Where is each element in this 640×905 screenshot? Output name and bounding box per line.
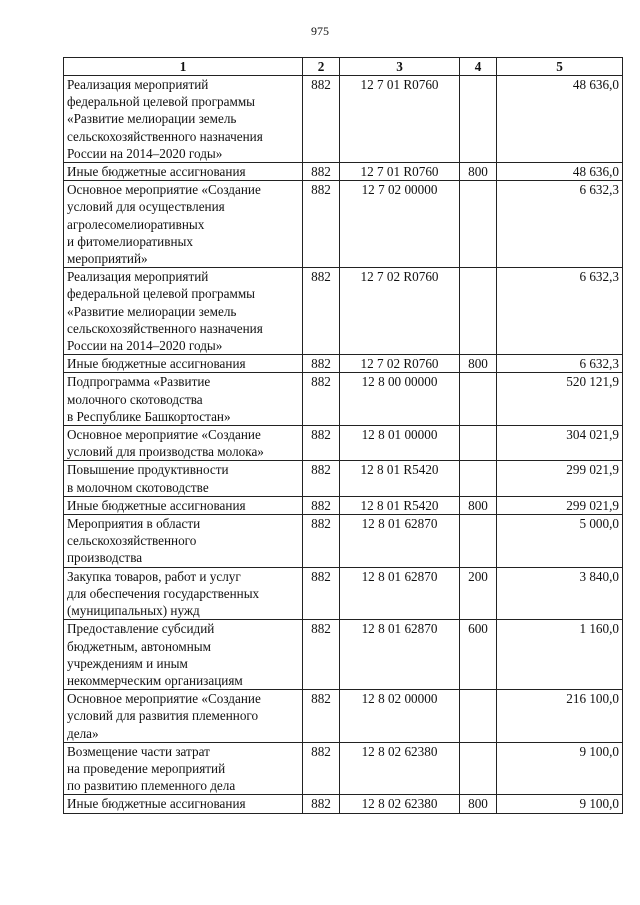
row-name-line: Возмещение части затрат — [67, 743, 210, 759]
row-name-cell — [64, 567, 303, 620]
table-row — [64, 496, 623, 514]
row-code-cell: 12 8 01 62870 — [340, 515, 460, 568]
row-code-cell: 12 8 01 62870 — [340, 620, 460, 690]
row-name-line: Основное мероприятие «Создание — [67, 691, 261, 707]
column-header-type: 4 — [460, 58, 497, 76]
page-number: 975 — [311, 24, 329, 38]
row-type-cell — [460, 373, 497, 426]
row-code-cell: 12 7 01 R0760 — [340, 163, 460, 181]
row-amount-cell: 3 840,0 — [497, 567, 623, 620]
row-name-line: Иные бюджетные ассигнования — [67, 356, 246, 372]
row-name-cell — [64, 742, 303, 795]
row-ved-cell: 882 — [303, 461, 340, 496]
row-type-cell — [460, 515, 497, 568]
row-name-line: Мероприятия в области — [67, 516, 201, 532]
row-name-line: Основное мероприятие «Создание — [67, 182, 261, 198]
row-name-line: Реализация мероприятий — [67, 269, 209, 285]
row-code-cell: 12 8 00 00000 — [340, 373, 460, 426]
table-row — [64, 163, 623, 181]
table-row — [64, 567, 623, 620]
row-name-cell — [64, 76, 303, 163]
row-name-line: условий для осуществления — [67, 199, 225, 215]
row-code-cell: 12 8 01 00000 — [340, 426, 460, 461]
column-header-code: 3 — [340, 58, 460, 76]
row-code-cell: 12 7 01 R0760 — [340, 76, 460, 163]
row-type-cell — [460, 181, 497, 268]
row-name-line: федеральной целевой программы — [67, 286, 256, 302]
row-type-cell — [460, 268, 497, 355]
row-ved-cell: 882 — [303, 496, 340, 514]
row-name-line: Повышение продуктивности — [67, 462, 229, 478]
row-name-cell — [64, 461, 303, 496]
row-name-line: и фитомелиоративных — [67, 233, 193, 249]
row-code-cell: 12 8 01 R5420 — [340, 496, 460, 514]
row-name-cell — [64, 620, 303, 690]
row-ved-cell: 882 — [303, 567, 340, 620]
row-code-cell: 12 8 02 62380 — [340, 742, 460, 795]
row-amount-cell: 304 021,9 — [497, 426, 623, 461]
row-ved-cell: 882 — [303, 163, 340, 181]
row-ved-cell: 882 — [303, 620, 340, 690]
row-name-line: федеральной целевой программы — [67, 94, 256, 110]
row-name-line: Иные бюджетные ассигнования — [67, 164, 246, 180]
row-name-line: мероприятий» — [67, 251, 148, 267]
row-amount-cell: 48 636,0 — [497, 76, 623, 163]
row-type-cell — [460, 690, 497, 743]
row-amount-cell: 9 100,0 — [497, 795, 623, 813]
table-row — [64, 426, 623, 461]
row-name-line: учреждениям и иным — [67, 655, 188, 671]
row-name-line: условий для развития племенного — [67, 708, 259, 724]
row-name-cell — [64, 373, 303, 426]
row-name-line: для обеспечения государственных — [67, 585, 260, 601]
row-name-line: Реализация мероприятий — [67, 77, 209, 92]
column-header-name: 1 — [64, 58, 303, 76]
row-amount-cell: 520 121,9 — [497, 373, 623, 426]
row-ved-cell: 882 — [303, 795, 340, 813]
row-name-line: Предоставление субсидий — [67, 621, 215, 637]
row-name-line: по развитию племенного дела — [67, 778, 236, 794]
row-name-line: бюджетным, автономным — [67, 638, 211, 654]
table-row — [64, 373, 623, 426]
row-type-cell: 600 — [460, 620, 497, 690]
row-code-cell: 12 8 02 00000 — [340, 690, 460, 743]
row-ved-cell: 882 — [303, 181, 340, 268]
row-name-line: сельскохозяйственного — [67, 533, 197, 549]
row-type-cell: 800 — [460, 795, 497, 813]
row-amount-cell: 299 021,9 — [497, 461, 623, 496]
row-type-cell — [460, 461, 497, 496]
row-name-line: Иные бюджетные ассигнования — [67, 796, 246, 812]
row-name-line: (муниципальных) нужд — [67, 603, 200, 619]
row-name-line: сельскохозяйственного назначения — [67, 320, 263, 336]
row-name-line: Иные бюджетные ассигнования — [67, 497, 246, 513]
row-amount-cell: 216 100,0 — [497, 690, 623, 743]
row-name-line: «Развитие мелиорации земель — [67, 111, 237, 127]
table-row — [64, 268, 623, 355]
table-row — [64, 76, 623, 163]
table-row — [64, 795, 623, 813]
table-row — [64, 690, 623, 743]
table-row — [64, 355, 623, 373]
row-name-line: сельскохозяйственного назначения — [67, 128, 263, 144]
row-name-cell — [64, 690, 303, 743]
column-header-ved: 2 — [303, 58, 340, 76]
row-name-cell — [64, 496, 303, 514]
row-name-cell — [64, 181, 303, 268]
row-name-cell — [64, 515, 303, 568]
column-header-amount: 5 — [497, 58, 623, 76]
row-ved-cell: 882 — [303, 690, 340, 743]
row-name-line: Закупка товаров, работ и услуг — [67, 568, 241, 584]
row-type-cell: 800 — [460, 355, 497, 373]
row-ved-cell: 882 — [303, 515, 340, 568]
row-amount-cell: 1 160,0 — [497, 620, 623, 690]
row-name-line: в Республике Башкортостан» — [67, 408, 231, 424]
row-code-cell: 12 8 02 62380 — [340, 795, 460, 813]
row-ved-cell: 882 — [303, 355, 340, 373]
row-name-line: Подпрограмма «Развитие — [67, 374, 211, 390]
row-ved-cell: 882 — [303, 373, 340, 426]
row-name-line: производства — [67, 550, 143, 566]
row-type-cell: 800 — [460, 496, 497, 514]
row-code-cell: 12 8 01 R5420 — [340, 461, 460, 496]
row-name-cell — [64, 426, 303, 461]
row-code-cell: 12 7 02 R0760 — [340, 355, 460, 373]
row-ved-cell: 882 — [303, 742, 340, 795]
row-code-cell: 12 8 01 62870 — [340, 567, 460, 620]
row-type-cell — [460, 426, 497, 461]
row-code-cell: 12 7 02 00000 — [340, 181, 460, 268]
row-type-cell — [460, 76, 497, 163]
row-name-line: агролесомелиоративных — [67, 216, 205, 232]
row-name-line: Основное мероприятие «Создание — [67, 427, 261, 443]
table-row — [64, 515, 623, 568]
table-row — [64, 181, 623, 268]
row-name-cell — [64, 163, 303, 181]
row-type-cell: 200 — [460, 567, 497, 620]
row-name-cell — [64, 795, 303, 813]
row-type-cell — [460, 742, 497, 795]
row-name-cell — [64, 355, 303, 373]
table-row — [64, 742, 623, 795]
row-amount-cell: 6 632,3 — [497, 268, 623, 355]
row-name-line: на проведение мероприятий — [67, 760, 226, 776]
row-amount-cell: 299 021,9 — [497, 496, 623, 514]
row-name-line: молочного скотоводства — [67, 391, 203, 407]
budget-table — [63, 57, 623, 814]
row-amount-cell: 48 636,0 — [497, 163, 623, 181]
row-amount-cell: 6 632,3 — [497, 181, 623, 268]
table-row — [64, 461, 623, 496]
row-name-line: условий для производства молока» — [67, 444, 264, 460]
header-row — [64, 58, 623, 76]
row-ved-cell: 882 — [303, 76, 340, 163]
row-name-cell — [64, 268, 303, 355]
row-name-line: дела» — [67, 725, 99, 741]
row-name-line: некоммерческим организациям — [67, 672, 243, 688]
row-amount-cell: 5 000,0 — [497, 515, 623, 568]
row-ved-cell: 882 — [303, 426, 340, 461]
row-type-cell: 800 — [460, 163, 497, 181]
row-name-line: «Развитие мелиорации земель — [67, 303, 237, 319]
row-ved-cell: 882 — [303, 268, 340, 355]
row-amount-cell: 9 100,0 — [497, 742, 623, 795]
row-name-line: России на 2014–2020 годы» — [67, 145, 223, 161]
table-body — [64, 76, 623, 814]
row-name-line: России на 2014–2020 годы» — [67, 338, 223, 354]
row-name-line: в молочном скотоводстве — [67, 479, 209, 495]
row-code-cell: 12 7 02 R0760 — [340, 268, 460, 355]
table-row — [64, 620, 623, 690]
row-amount-cell: 6 632,3 — [497, 355, 623, 373]
